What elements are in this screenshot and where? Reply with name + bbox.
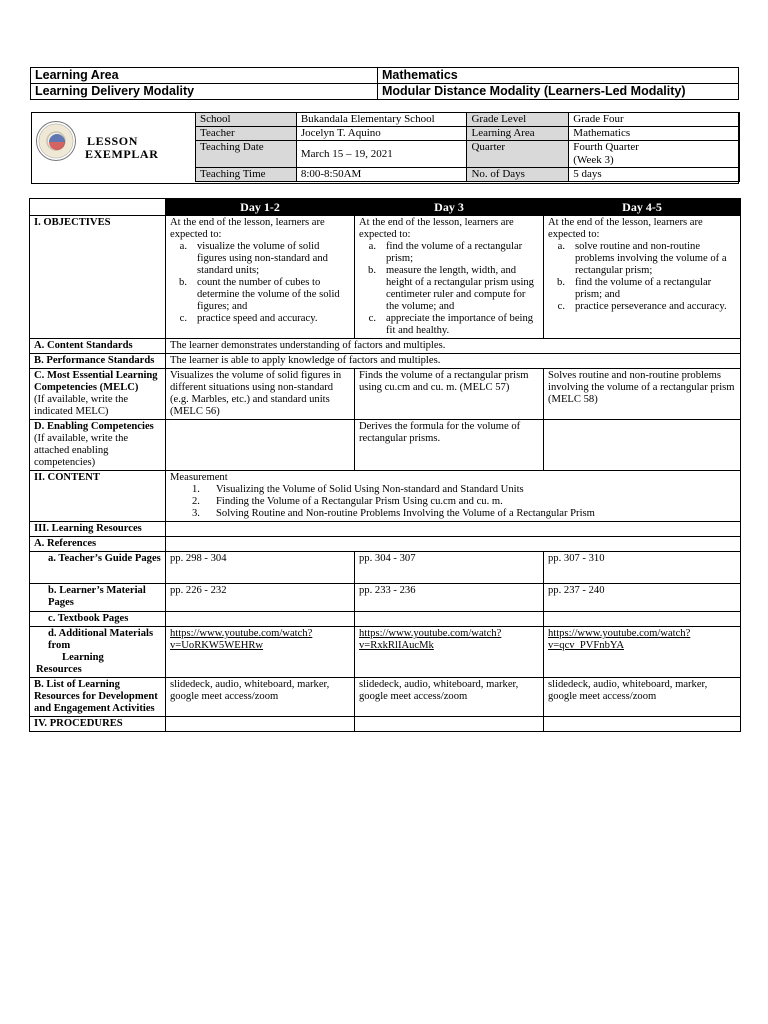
content-value: [166, 471, 741, 522]
list-text: find the volume of a rectangular prism; and: [575, 277, 712, 300]
resource-list-day12: slidedeck, audio, whiteboard, marker, google meet access/zoom: [166, 678, 355, 717]
content-title: Measurement: [170, 472, 228, 483]
additional-materials-row: [30, 627, 741, 678]
enabling-label: D. Enabling Competencies: [34, 421, 154, 432]
list-text: solve routine and non-routine problems involving the volume of a rectangular prism;: [575, 241, 727, 276]
objectives-list-day3: [359, 241, 539, 337]
textbook-row: [30, 612, 741, 627]
list-marker: a.: [179, 241, 187, 252]
content-row: [30, 471, 741, 522]
learning-area-label: Learning Area: [31, 68, 378, 84]
procedures-row: [30, 717, 741, 732]
objectives-day3: [355, 216, 544, 339]
list-item: [359, 265, 539, 313]
days-label: No. of Days: [467, 168, 569, 182]
lesson-plan-table: [29, 198, 741, 732]
list-text: practice perseverance and accuracy.: [575, 301, 727, 312]
procedures-label: IV. PROCEDURES: [30, 717, 166, 732]
enabling-label-cell: [30, 420, 166, 471]
content-list: [170, 484, 736, 520]
corner-cell: [30, 199, 166, 216]
additional-materials-label: [30, 627, 166, 678]
modality-value: Modular Distance Modality (Learners-Led Modality): [378, 84, 739, 100]
list-item: [548, 277, 736, 301]
lesson-exemplar-title: [85, 135, 158, 161]
list-marker: c.: [557, 301, 565, 312]
list-item: [192, 496, 736, 508]
date-label: Teaching Date: [196, 141, 297, 168]
list-item: [548, 301, 736, 313]
melc-label-cell: [30, 369, 166, 420]
melc-day12: Visualizes the volume of solid figures in different situations using non-standard (e.g. Marbles, etc.) and standard units (MELC 56): [166, 369, 355, 420]
additional-label-line2: Learning: [62, 652, 104, 663]
exemplar-info-table: [195, 112, 740, 182]
list-marker: a.: [557, 241, 565, 252]
enabling-row: [30, 420, 741, 471]
deped-seal-icon: [36, 121, 76, 161]
performance-standards-label: B. Performance Standards: [30, 354, 166, 369]
tg-day3: pp. 304 - 307: [355, 552, 544, 584]
link-day3: [355, 627, 544, 678]
melc-note: (If available, write the indicated MELC): [34, 394, 129, 417]
lesson-title-line1: LESSON: [87, 134, 138, 148]
list-marker: c.: [179, 313, 187, 324]
additional-label-line1: d. Additional Materials from: [48, 628, 154, 651]
list-marker: b.: [368, 265, 376, 276]
melc-day3: Finds the volume of a rectangular prism using cu.cm and cu. m. (MELC 57): [355, 369, 544, 420]
textbook-label: c. Textbook Pages: [30, 612, 166, 627]
list-marker: b.: [557, 277, 565, 288]
list-text: Finding the Volume of a Rectangular Prism Using cu.cm and cu. m.: [216, 496, 503, 507]
link-day12: [166, 627, 355, 678]
header-table: [30, 67, 739, 100]
learning-area-value: Mathematics: [378, 68, 739, 84]
objectives-intro: At the end of the lesson, learners are expected to:: [170, 217, 325, 240]
list-text: measure the length, width, and height of a rectangular prism using centimeter ruler and compute for the volume; and: [386, 265, 534, 312]
objectives-list-day45: [548, 241, 736, 313]
teachers-guide-label: a. Teacher’s Guide Pages: [30, 552, 166, 584]
tg-day12: pp. 298 - 304: [166, 552, 355, 584]
day-header-2: Day 3: [355, 199, 544, 216]
quarter-value-line1: Fourth Quarter: [573, 141, 639, 153]
school-value: Bukandala Elementary School: [296, 113, 467, 127]
list-item: [170, 241, 350, 277]
date-value: March 15 – 19, 2021: [296, 141, 467, 168]
resource-list-day3: slidedeck, audio, whiteboard, marker, google meet access/zoom: [355, 678, 544, 717]
area-value: Mathematics: [569, 127, 740, 141]
teacher-label: Teacher: [196, 127, 297, 141]
list-text: find the volume of a rectangular prism;: [386, 241, 523, 264]
youtube-link-day3[interactable]: https://www.youtube.com/watch? v=RxkRlIAucMk: [359, 628, 502, 651]
list-item: [359, 313, 539, 337]
grade-label: Grade Level: [467, 113, 569, 127]
content-standards-row: [30, 339, 741, 354]
list-item: [192, 484, 736, 496]
days-value: 5 days: [569, 168, 740, 182]
objectives-intro: At the end of the lesson, learners are expected to:: [548, 217, 703, 240]
youtube-link-day45[interactable]: https://www.youtube.com/watch? v=qcv_PVFnbYA: [548, 628, 691, 651]
content-label: II. CONTENT: [30, 471, 166, 522]
resources-row: [30, 522, 741, 537]
resource-list-row: [30, 678, 741, 717]
youtube-link-day12[interactable]: https://www.youtube.com/watch? v=UoRKW5WEHRw: [170, 628, 313, 651]
objectives-label: I. OBJECTIVES: [30, 216, 166, 339]
objectives-day45: [544, 216, 741, 339]
list-item: [192, 508, 736, 520]
link-day45: [544, 627, 741, 678]
teachers-guide-row: [30, 552, 741, 584]
enabling-note: (If available, write the attached enabling competencies): [34, 433, 129, 468]
resource-list-day45: slidedeck, audio, whiteboard, marker, google meet access/zoom: [544, 678, 741, 717]
objectives-row: [30, 216, 741, 339]
melc-label: C. Most Essential Learning Competencies (MELC): [34, 370, 158, 393]
quarter-label: Quarter: [467, 141, 569, 168]
list-marker: 2.: [192, 496, 200, 507]
time-value: 8:00-8:50AM: [296, 168, 467, 182]
modality-label: Learning Delivery Modality: [31, 84, 378, 100]
additional-label-line3: Resources: [36, 664, 82, 675]
list-item: [170, 277, 350, 313]
list-text: Visualizing the Volume of Solid Using Non-standard and Standard Units: [216, 484, 524, 495]
tg-day45: pp. 307 - 310: [544, 552, 741, 584]
grade-value: Grade Four: [569, 113, 740, 127]
list-item: [359, 241, 539, 265]
lesson-exemplar-block: [31, 112, 739, 184]
objectives-intro: At the end of the lesson, learners are expected to:: [359, 217, 514, 240]
objectives-list-day12: [170, 241, 350, 325]
list-marker: 3.: [192, 508, 200, 519]
list-text: Solving Routine and Non-routine Problems Involving the Volume of a Rectangular Prism: [216, 508, 595, 519]
references-label: A. References: [30, 537, 166, 552]
objectives-day12: [166, 216, 355, 339]
learners-material-label: b. Learner’s Material Pages: [30, 584, 166, 612]
lm-day12: pp. 226 - 232: [166, 584, 355, 612]
list-text: appreciate the importance of being fit and healthy.: [386, 313, 534, 336]
enabling-day12: [166, 420, 355, 471]
resources-label: III. Learning Resources: [30, 522, 166, 537]
melc-row: [30, 369, 741, 420]
teacher-value: Jocelyn T. Aquino: [296, 127, 467, 141]
performance-standards-row: [30, 354, 741, 369]
list-marker: a.: [368, 241, 376, 252]
list-marker: c.: [368, 313, 376, 324]
content-standards-value: The learner demonstrates understanding of factors and multiples.: [166, 339, 741, 354]
melc-day45: Solves routine and non-routine problems involving the volume of a rectangular prism (MELC 58): [544, 369, 741, 420]
references-row: [30, 537, 741, 552]
list-text: count the number of cubes to determine the volume of the solid figures; and: [197, 277, 340, 312]
time-label: Teaching Time: [196, 168, 297, 182]
quarter-value: [569, 141, 740, 168]
list-text: visualize the volume of solid figures using non-standard and standard units;: [197, 241, 328, 276]
lm-day45: pp. 237 - 240: [544, 584, 741, 612]
school-label: School: [196, 113, 297, 127]
list-text: practice speed and accuracy.: [197, 313, 318, 324]
day-header-1: Day 1-2: [166, 199, 355, 216]
list-marker: b.: [179, 277, 187, 288]
quarter-value-line2: (Week 3): [573, 154, 614, 166]
lm-day3: pp. 233 - 236: [355, 584, 544, 612]
learners-material-row: [30, 584, 741, 612]
list-item: [170, 313, 350, 325]
list-marker: 1.: [192, 484, 200, 495]
performance-standards-value: The learner is able to apply knowledge of factors and multiples.: [166, 354, 741, 369]
day-header-3: Day 4-5: [544, 199, 741, 216]
enabling-day45: [544, 420, 741, 471]
enabling-day3: Derives the formula for the volume of rectangular prisms.: [355, 420, 544, 471]
area-label: Learning Area: [467, 127, 569, 141]
lesson-title-line2: EXEMPLAR: [85, 147, 159, 161]
content-standards-label: A. Content Standards: [30, 339, 166, 354]
resource-list-label: B. List of Learning Resources for Development and Engagement Activities: [30, 678, 166, 717]
list-item: [548, 241, 736, 277]
